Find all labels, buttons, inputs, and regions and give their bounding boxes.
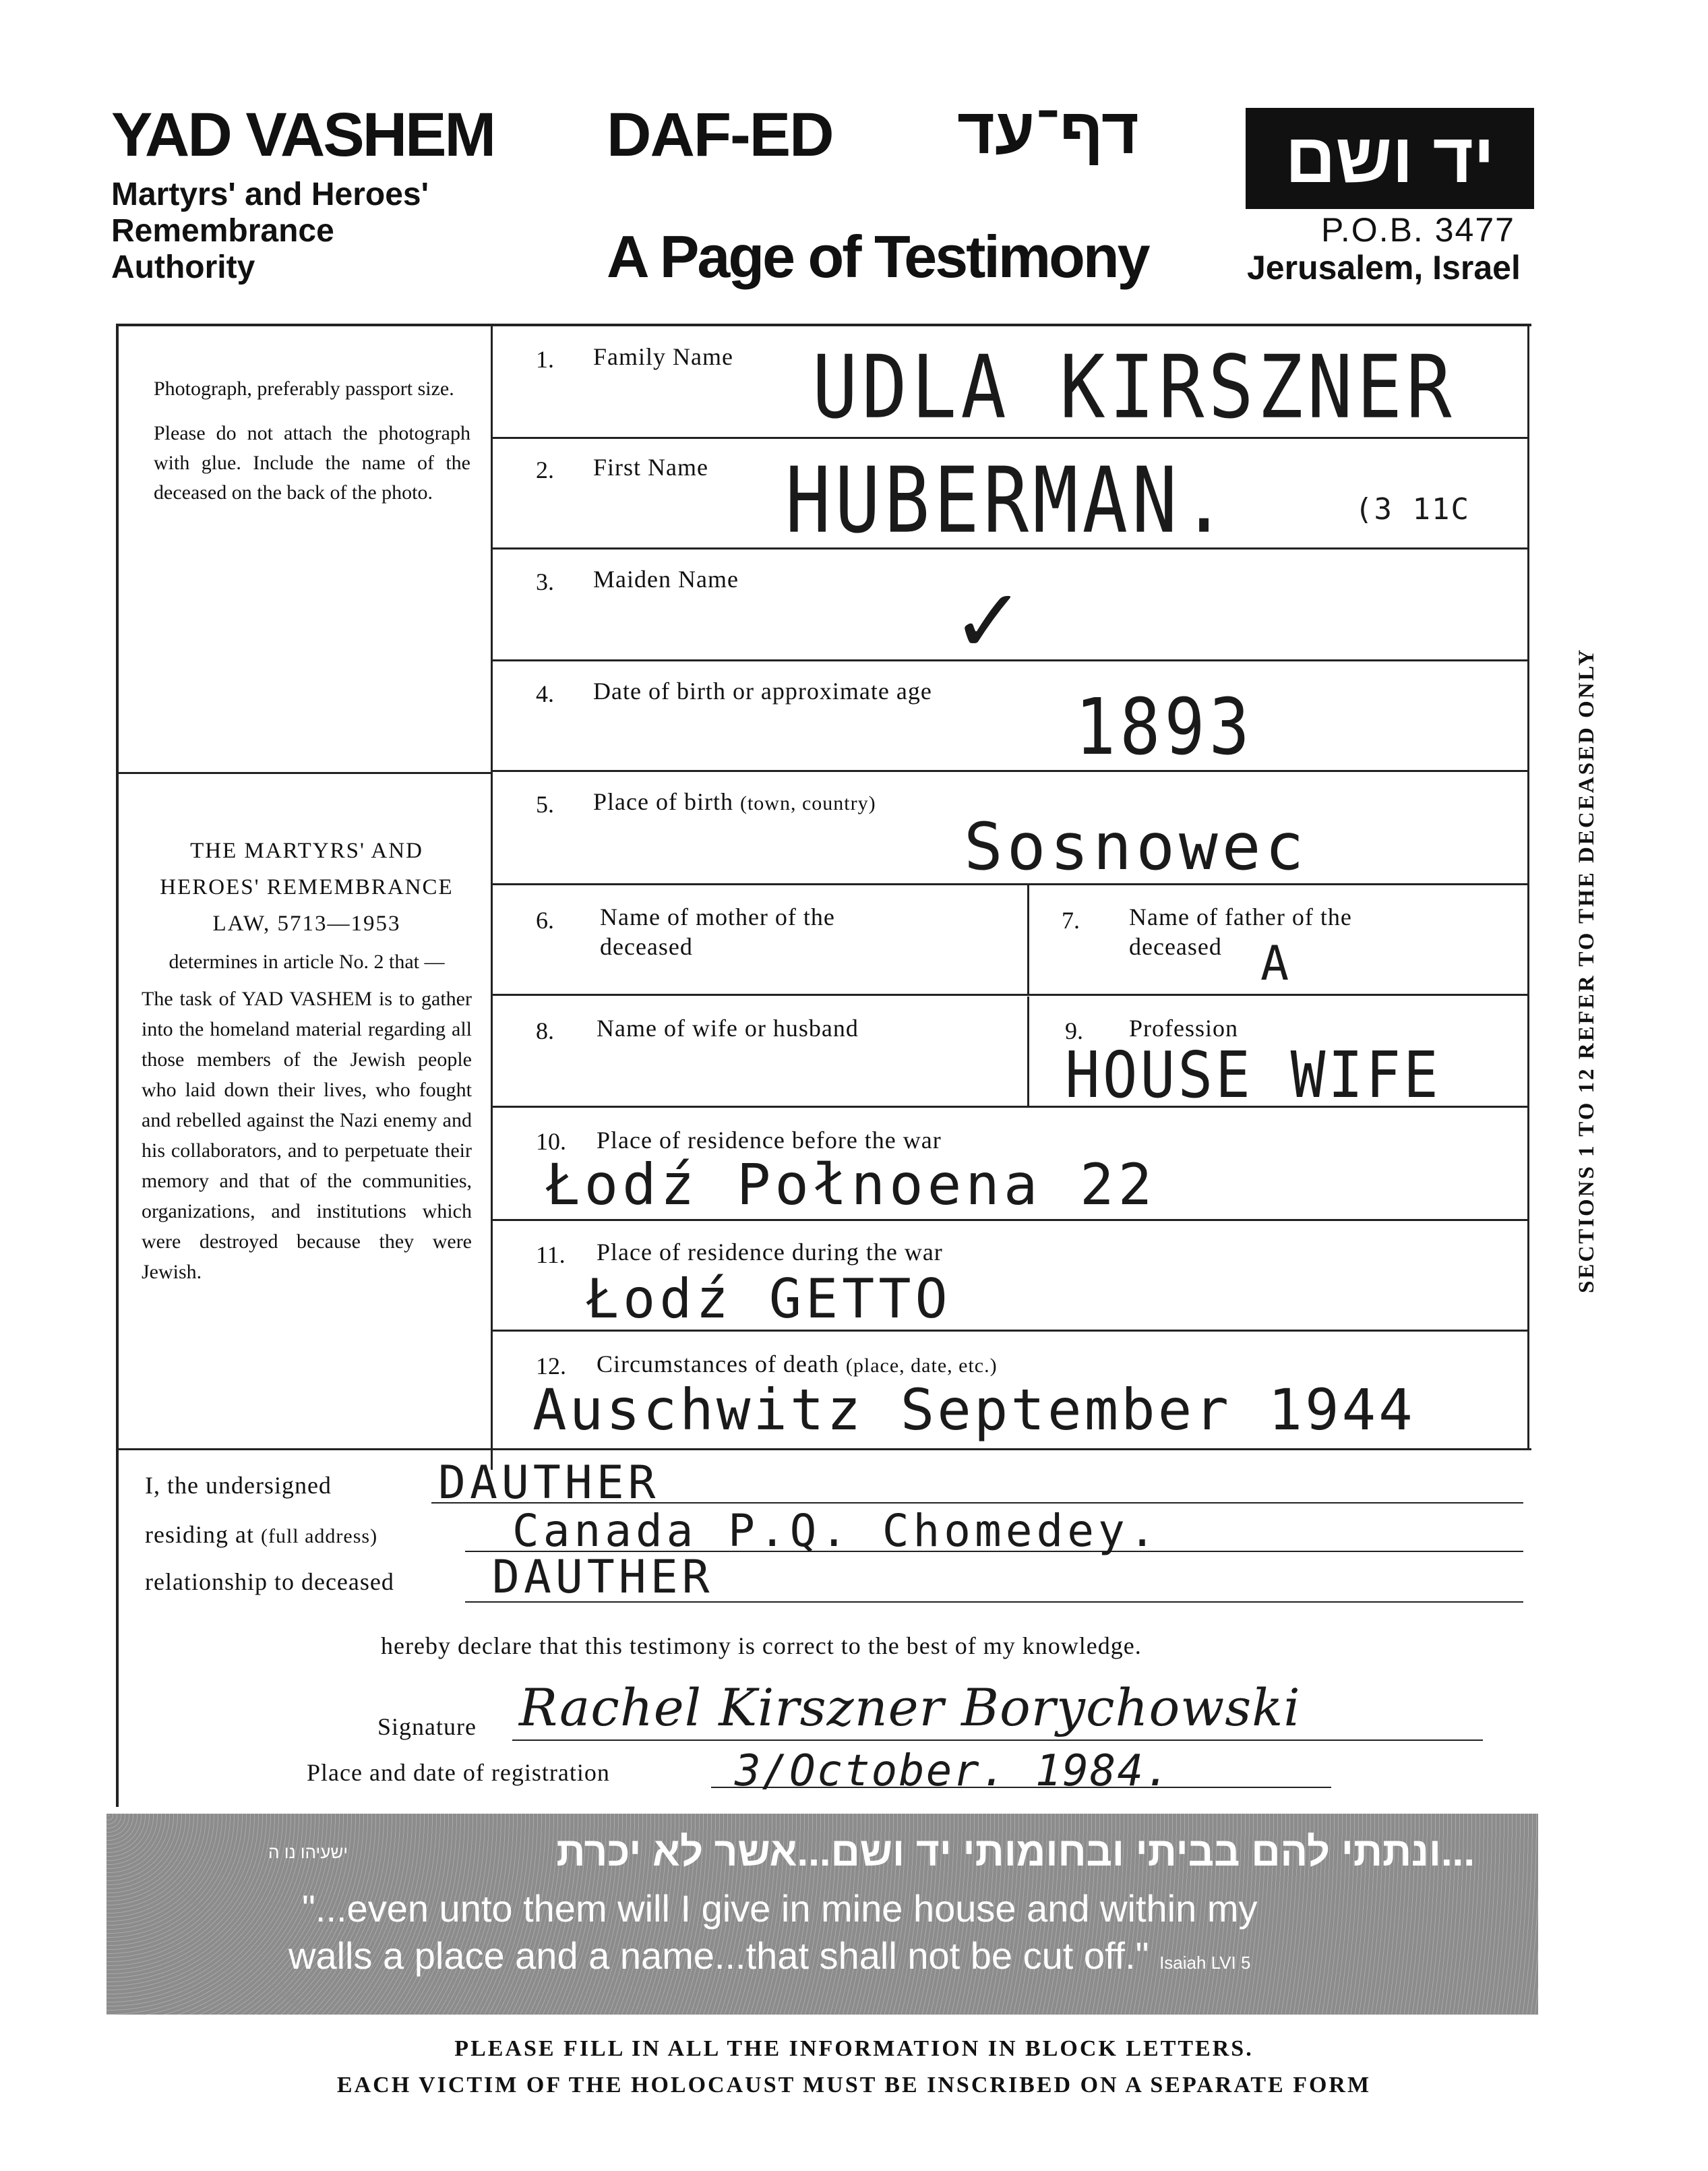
banner-english-ref: Isaiah LVI 5 [1159, 1953, 1251, 1973]
field-3-label: Maiden Name [593, 566, 739, 593]
field-10-number: 10. [536, 1128, 566, 1155]
field-4-label: Date of birth or approximate age [593, 678, 932, 705]
field-1-value[interactable]: UDLA KIRSZNER [812, 337, 1456, 438]
law-text: The task of YAD VASHEM is to gather into the homeland material regarding all those members of the Jewish people who laid down their lives, who fought and rebelled against the Nazi enemy and his collaborators, and to perpetuate their memory and that of the communities, organizations, and institutions which were destroyed because they were Jewish. [142, 988, 472, 1283]
field-5-label-main: Place of birth [593, 788, 733, 815]
banner-english-1: "...even unto them will I give in mine house and within my [302, 1887, 1258, 1930]
field-3-number: 3. [536, 568, 554, 595]
footer-line-1: PLEASE FILL IN ALL THE INFORMATION IN BLOCK LETTERS. [454, 2036, 1254, 2061]
field-2-label: First Name [593, 454, 708, 481]
field-6-number: 6. [536, 907, 554, 934]
signature-line [512, 1739, 1483, 1741]
pob: P.O.B. 3477 [1321, 211, 1515, 249]
field-6-label: Name of mother of the deceased [600, 903, 835, 960]
photo-box-bottom [116, 772, 491, 774]
footer-line-2: EACH VICTIM OF THE HOLOCAUST MUST BE INSCRIBED ON A SEPARATE FORM [336, 2073, 1372, 2098]
law-title: THE MARTYRS' AND HEROES' REMEMBRANCE LAW, 5713—1953 [160, 839, 454, 936]
city: Jerusalem, Israel [1247, 249, 1521, 287]
field-2-number: 2. [536, 456, 554, 483]
residing-value[interactable]: Canada P.Q. Chomedey. [512, 1505, 1160, 1557]
row-line-4 [491, 770, 1529, 772]
banner-english-2 [288, 1934, 1250, 1977]
field-8-label: Name of wife or husband [597, 1015, 859, 1042]
daf-ed-title: DAF-ED [607, 100, 833, 169]
field-9-label: Profession [1129, 1015, 1238, 1042]
banner-hebrew-ref: ישעיהו נו ה [268, 1842, 348, 1862]
field-7-value[interactable]: A [1260, 936, 1293, 991]
signature-label: Signature [377, 1713, 477, 1740]
undersigned-label: I, the undersigned [145, 1472, 332, 1499]
relationship-value[interactable]: DAUTHER [492, 1551, 714, 1604]
photo-instructions: Photograph, preferably passport size. Please do not attach the photograph with glue. Include the name of the deceased on the back of the photo. [154, 378, 470, 504]
field-11-number: 11. [536, 1241, 566, 1268]
relationship-label: relationship to deceased [145, 1568, 394, 1595]
field-4-value[interactable]: 1893 [1075, 682, 1254, 773]
field-12-label [597, 1350, 998, 1378]
undersigned-value[interactable]: DAUTHER [438, 1456, 660, 1510]
law-box [142, 833, 472, 1287]
field-7-label: Name of father of the deceased [1129, 903, 1352, 960]
banner-hebrew: ...ונתתי להם בביתי ובחומותי יד ושם...אשר לא יכרת [556, 1829, 1475, 1874]
law-determines: determines in article No. 2 that — [169, 951, 445, 973]
field-3-value[interactable]: ✓ [957, 560, 1023, 677]
daf-ed-hebrew: דף־עד [957, 95, 1139, 167]
field-12-value[interactable]: Auschwitz September 1944 [532, 1377, 1415, 1443]
field-7-number: 7. [1062, 907, 1080, 934]
field-1-number: 1. [536, 346, 554, 373]
field-2-value[interactable]: HUBERMAN. [785, 448, 1231, 554]
residing-label-main: residing at [145, 1521, 254, 1548]
declaration-text: hereby declare that this testimony is correct to the best of my knowledge. [381, 1632, 1142, 1659]
field-12-label-small: (place, date, etc.) [845, 1355, 998, 1377]
banner-english-2-text: walls a place and a name...that shall not be cut off." [288, 1934, 1149, 1977]
field-5-value[interactable]: Sosnowec [964, 809, 1308, 885]
quote-banner [106, 1814, 1538, 2015]
field-5-label [593, 787, 876, 816]
field-12-label-main: Circumstances of death [597, 1350, 839, 1377]
residing-label [145, 1520, 377, 1549]
field-9-number: 9. [1065, 1017, 1083, 1044]
field-9-value[interactable]: HOUSE WIFE [1065, 1038, 1441, 1112]
field-11-label: Place of residence during the war [597, 1239, 943, 1266]
row-line-10 [116, 1448, 1531, 1450]
frame-top [116, 324, 1531, 326]
registration-label: Place and date of registration [307, 1759, 610, 1786]
field-8-number: 8. [536, 1017, 554, 1044]
mid-divider-8-9 [1027, 997, 1029, 1106]
field-5-number: 5. [536, 791, 554, 818]
page-title: A Page of Testimony [607, 223, 1149, 290]
column-divider [491, 324, 493, 1470]
field-5-label-small: (town, country) [739, 792, 876, 814]
field-2-note: (3 11C [1355, 492, 1470, 527]
field-11-value[interactable]: Łodź GETTO [586, 1268, 952, 1330]
field-4-number: 4. [536, 680, 554, 707]
frame-left [116, 324, 119, 1807]
field-12-number: 12. [536, 1352, 566, 1379]
registration-value[interactable]: 3/October. 1984. [735, 1746, 1172, 1796]
row-line-6 [491, 994, 1529, 996]
org-subtitle: Martyrs' and Heroes' Remembrance Authority [111, 177, 429, 285]
org-name: YAD VASHEM [111, 100, 495, 169]
field-10-label: Place of residence before the war [597, 1127, 942, 1154]
frame-right [1527, 324, 1529, 1450]
sections-side-note: SECTIONS 1 TO 12 REFER TO THE DECEASED ONLY [1575, 647, 1599, 1293]
signature-value[interactable]: Rachel Kirszner Borychowski [519, 1677, 1301, 1737]
row-line-8 [491, 1219, 1529, 1221]
field-10-value[interactable]: Łodź Połnoena 22 [546, 1152, 1157, 1218]
field-1-label: Family Name [593, 343, 733, 370]
residing-label-small: (full address) [260, 1525, 378, 1547]
yad-vashem-logo: יד ושם [1246, 108, 1534, 209]
mid-divider-6-7 [1027, 885, 1029, 994]
